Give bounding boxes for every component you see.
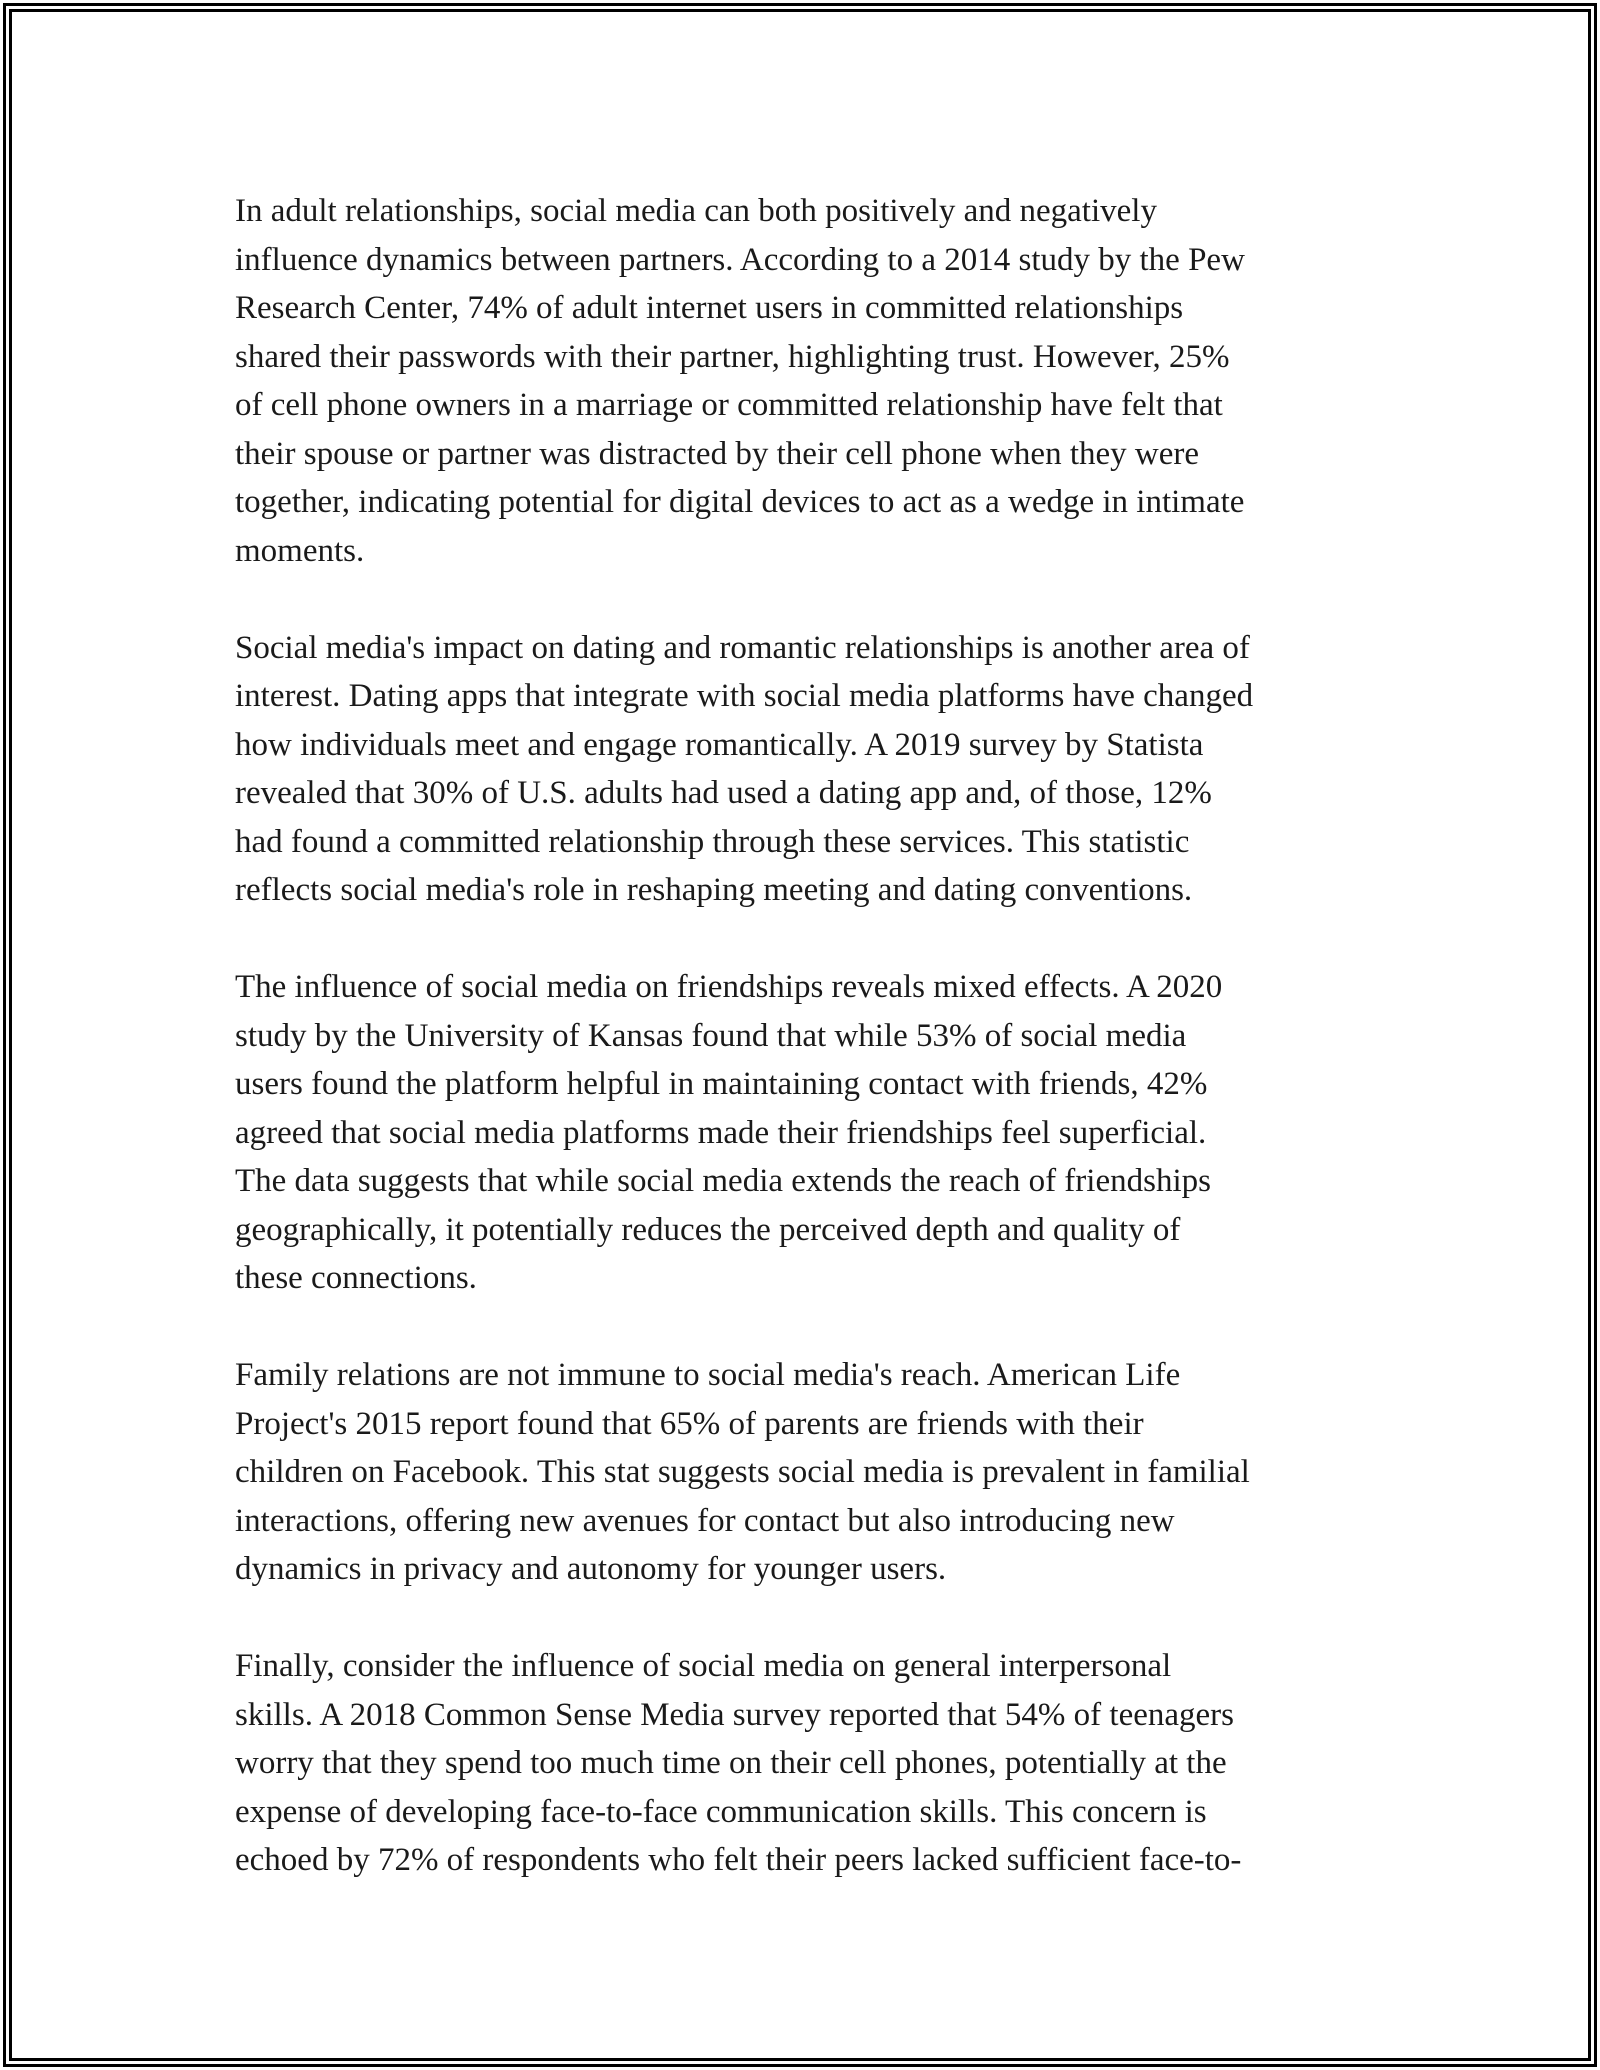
paragraph-adult-relationships: In adult relationships, social media can both positively and negatively influence dynamics between partners. According to a 2014 study by the Pew Research Center, 74% of adult internet users in committed relationships shared their passwords with their partner, highlighting trust. However, 25% of cell phone owners in a marriage or committed relationship have felt that their spouse or partner was distracted by their cell phone when they were together, indicating potential for digital devices to act as a wedge in intimate moments. bbox=[235, 193, 1245, 569]
paragraph-family: Family relations are not immune to social media's reach. American Life Project's 2015 report found that 65% of parents are friends with their children on Facebook. This stat suggests social media is prevalent in familial interactions, offering new avenues for contact but also introducing new dynamics in privacy and autonomy for younger users. bbox=[235, 1357, 1250, 1587]
document-body bbox=[235, 187, 1395, 1933]
paragraph-dating: Social media's impact on dating and romantic relationships is another area of interest. Dating apps that integrate with social media platforms have changed how individuals meet and engage romantically. A 2019 survey by Statista revealed that 30% of U.S. adults had used a dating app and, of those, 12% had found a committed relationship through these services. This statistic reflects social media's role in reshaping meeting and dating conventions. bbox=[235, 629, 1254, 908]
paragraph-interpersonal-skills: Finally, consider the influence of social media on general interpersonal skills. A 2018 Common Sense Media survey reported that 54% of teenagers worry that they spend too much time on their cell phones, potentially at the expense of developing face-to-face communication skills. This concern is echoed by 72% of respondents who felt their peers lacked sufficient face-to- bbox=[235, 1648, 1242, 1878]
paragraph-friendships: The influence of social media on friendships reveals mixed effects. A 2020 study by the University of Kansas found that while 53% of social media users found the platform helpful in maintaining contact with friends, 42% agreed that social media platforms made their friendships feel superficial. The data suggests that while social media extends the reach of friendships geographically, it potentially reduces the perceived depth and quality of these connections. bbox=[235, 969, 1223, 1296]
